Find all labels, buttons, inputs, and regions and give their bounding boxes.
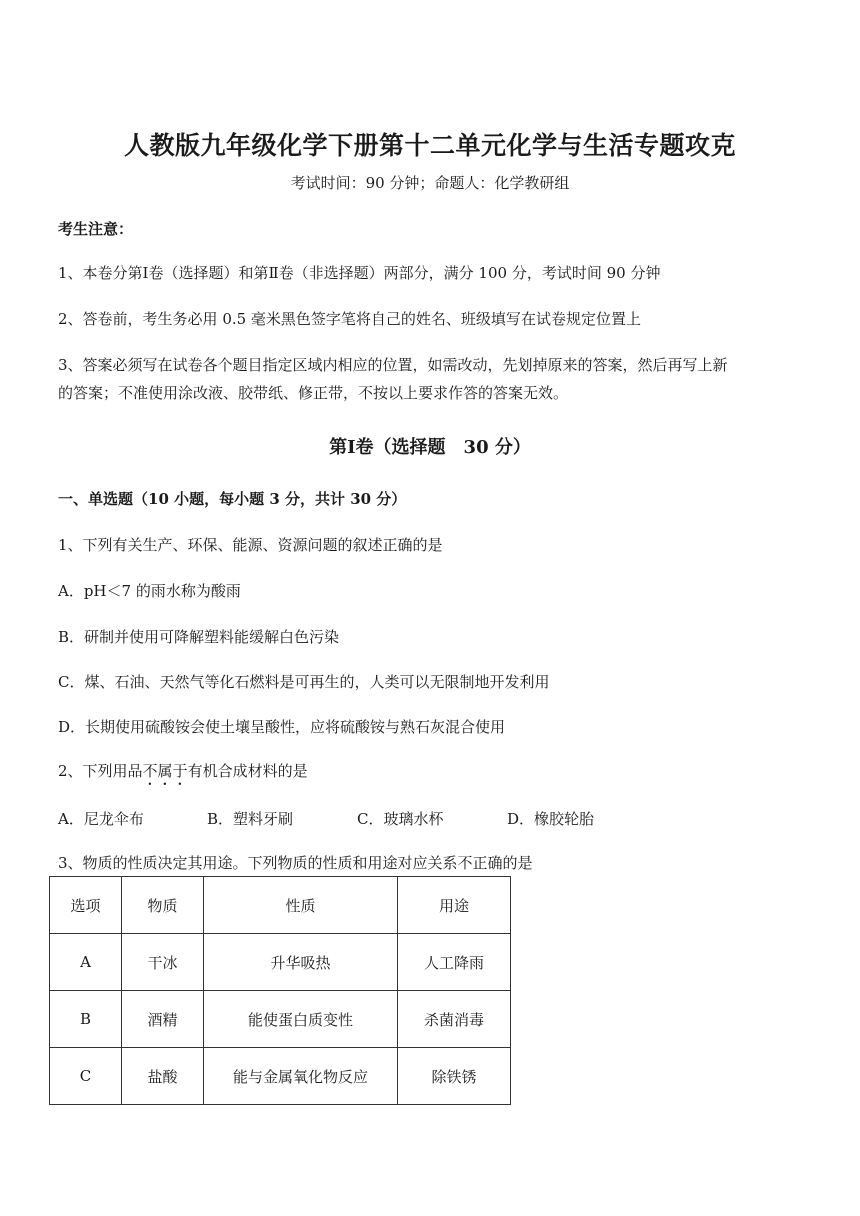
table-row: [50, 991, 511, 1048]
q2-stem: [58, 760, 308, 789]
table-cell: 盐酸: [122, 1048, 204, 1105]
exam-title: 人教版九年级化学下册第十二单元化学与生活专题攻克: [123, 131, 736, 160]
q2-stem-before: 2、下列用品: [58, 762, 143, 780]
notice-item-3-cont: 的答案；不准使用涂改液、胶带纸、修正带，不按以上要求作答的答案无效。: [58, 384, 569, 402]
q1-option-c: C．煤、石油、天然气等化石燃料是可再生的，人类可以无限制地开发利用: [58, 673, 550, 691]
q1-option-b: B．研制并使用可降解塑料能缓解白色污染: [58, 628, 340, 646]
q2-option-d: D．橡胶轮胎: [507, 810, 595, 828]
notice-heading: 考生注意：: [58, 220, 134, 238]
table-cell: 能使蛋白质变性: [204, 991, 398, 1048]
exam-subtitle: 考试时间：90 分钟；命题人：化学教研组: [290, 174, 570, 192]
section-heading: 一、单选题（10 小题，每小题 3 分，共计 30 分）: [58, 490, 407, 508]
part1-title: 第Ⅰ卷（选择题 30 分）: [329, 437, 531, 458]
q2-option-c: C．玻璃水杯: [357, 810, 444, 828]
q3-table: [49, 876, 511, 1105]
table-cell: A: [50, 934, 122, 991]
q1-option-a: A．pH＜7 的雨水称为酸雨: [58, 582, 241, 600]
q1-option-d: D．长期使用硫酸铵会使土壤呈酸性，应将硫酸铵与熟石灰混合使用: [58, 718, 506, 736]
q2-option-a: A．尼龙伞布: [58, 810, 144, 828]
table-cell: 升华吸热: [204, 934, 398, 991]
q2-stem-emphasis: 不属于: [142, 762, 188, 780]
table-cell: C: [50, 1048, 122, 1105]
q3-stem: 3、物质的性质决定其用途。下列物质的性质和用途对应关系不正确的是: [58, 854, 533, 872]
notice-item-1: 1、本卷分第Ⅰ卷（选择题）和第Ⅱ卷（非选择题）两部分，满分 100 分，考试时间 90 分钟: [58, 264, 661, 282]
notice-item-2: 2、答卷前，考生务必用 0.5 毫米黑色签字笔将自己的姓名、班级填写在试卷规定位置上: [58, 310, 641, 328]
table-header-cell: 性质: [204, 877, 398, 934]
table-cell: B: [50, 991, 122, 1048]
table-header-cell: 物质: [122, 877, 204, 934]
q1-stem: 1、下列有关生产、环保、能源、资源问题的叙述正确的是: [58, 536, 443, 554]
q2-stem-after: 有机合成材料的是: [187, 762, 308, 780]
notice-item-3: 3、答案必须写在试卷各个题目指定区域内相应的位置，如需改动，先划掉原来的答案，然后再写上新: [58, 356, 728, 374]
table-row: [50, 934, 511, 991]
table-cell: 除铁锈: [398, 1048, 511, 1105]
table-cell: 能与金属氧化物反应: [204, 1048, 398, 1105]
table-header-cell: 选项: [50, 877, 122, 934]
table-cell: 杀菌消毒: [398, 991, 511, 1048]
table-cell: 干冰: [122, 934, 204, 991]
table-header-row: [50, 877, 511, 934]
q2-option-b: B．塑料牙刷: [207, 810, 294, 828]
table-row: [50, 1048, 511, 1105]
table-cell: 人工降雨: [398, 934, 511, 991]
table-header-cell: 用途: [398, 877, 511, 934]
table-cell: 酒精: [122, 991, 204, 1048]
